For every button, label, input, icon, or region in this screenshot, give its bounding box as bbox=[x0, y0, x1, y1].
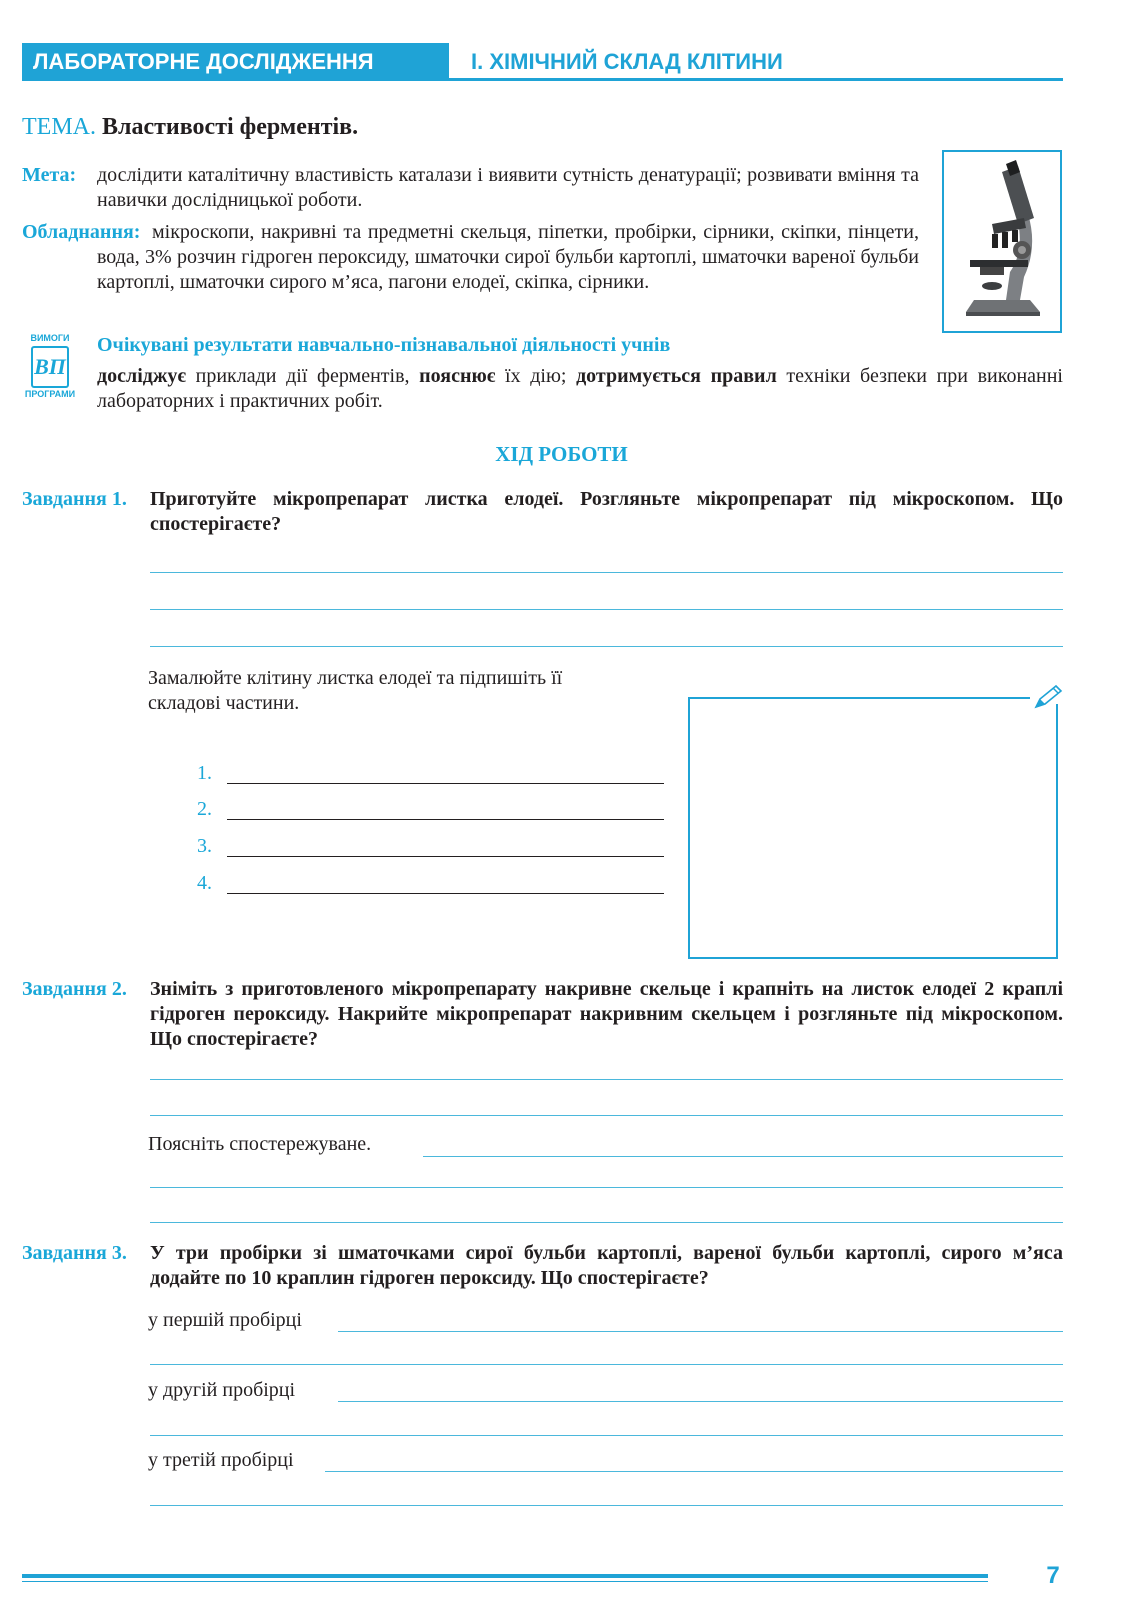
expected-text-2: їх дію; bbox=[495, 365, 577, 387]
procedure-heading: ХІД РОБОТИ bbox=[495, 442, 628, 466]
task2-answer-line-3[interactable] bbox=[150, 1187, 1063, 1188]
label-number-3: 3. bbox=[197, 835, 212, 857]
expected-text-3: техніки безпеки при виконанні лабораторних і практичних робіт. bbox=[97, 365, 1063, 412]
label-line-4[interactable] bbox=[227, 893, 664, 894]
header-rule bbox=[22, 78, 1063, 81]
tube2-answer-line-1[interactable] bbox=[338, 1401, 1063, 1402]
task1-answer-line-3[interactable] bbox=[150, 646, 1063, 647]
badge-mark: ВП bbox=[31, 346, 69, 388]
task1-answer-line-2[interactable] bbox=[150, 609, 1063, 610]
tube1-answer-line-1[interactable] bbox=[338, 1331, 1063, 1332]
drawing-box[interactable] bbox=[688, 697, 1058, 959]
expected-text-1: приклади дії ферментів, bbox=[186, 365, 420, 387]
task2-answer-line-1[interactable] bbox=[150, 1079, 1063, 1080]
tube3-answer-line-1[interactable] bbox=[325, 1471, 1063, 1472]
badge-top-text: ВИМОГИ bbox=[30, 333, 70, 343]
label-line-2[interactable] bbox=[227, 819, 664, 820]
tube3-label: у третій пробірці bbox=[148, 1449, 294, 1471]
tube3-answer-line-2[interactable] bbox=[150, 1505, 1063, 1506]
badge-bottom-text: ПРОГРАМИ bbox=[24, 389, 76, 399]
label-line-3[interactable] bbox=[227, 856, 664, 857]
goal-label: Мета: bbox=[22, 164, 77, 186]
tube1-label: у першій пробірці bbox=[148, 1309, 302, 1331]
label-number-4: 4. bbox=[197, 872, 212, 894]
task1-label: Завдання 1. bbox=[22, 488, 127, 510]
expected-verb-3: дотримується правил bbox=[576, 365, 777, 387]
task2-text: Зніміть з приготовленого мікропрепарату накривне скельце і крапніть на листок елодеї 2 краплі гідроген пероксиду. Накрийте мікропрепарат накривним скельцем і розгляньте під мікроскопом. Що спостерігаєте? bbox=[150, 978, 1063, 1050]
expected-results-heading: Очікувані результати навчально-пізнавальної діяльності учнів bbox=[97, 334, 671, 356]
task2-label: Завдання 2. bbox=[22, 978, 127, 1000]
footer-rule-thin bbox=[22, 1581, 988, 1582]
footer-rule-thick bbox=[22, 1574, 988, 1578]
topic-title: Властивості ферментів. bbox=[102, 114, 359, 140]
label-line-1[interactable] bbox=[227, 783, 664, 784]
task2-answer-line-4[interactable] bbox=[150, 1222, 1063, 1223]
tube2-label: у другій пробірці bbox=[148, 1379, 296, 1401]
expected-results-text bbox=[97, 364, 1063, 414]
tube2-answer-line-2[interactable] bbox=[150, 1435, 1063, 1436]
equipment-text: мікроскопи, накривні та предметні скельця, піпетки, пробірки, сірники, скіпки, пінцети, вода, 3% розчин гідроген пероксиду, шматочки сирої бульби картоплі, шматочки вареної бульби картоплі, шматочки сирого м’яса, пагони елодеї, скіпка, сірники. bbox=[97, 221, 919, 293]
task3-label: Завдання 3. bbox=[22, 1242, 127, 1264]
task3-text: У три пробірки зі шматочками сирої бульби картоплі, вареної бульби картоплі, сирого м’яса додайте по 10 краплин гідроген пероксиду. Що спостерігаєте? bbox=[150, 1242, 1063, 1289]
pencil-icon bbox=[1032, 683, 1064, 711]
task2-answer-line-2[interactable] bbox=[150, 1115, 1063, 1116]
program-requirements-badge bbox=[22, 333, 78, 403]
tube1-answer-line-2[interactable] bbox=[150, 1364, 1063, 1365]
page-number: 7 bbox=[1046, 1562, 1060, 1589]
task2-explain-prompt: Поясніть спостережуване. bbox=[148, 1133, 372, 1155]
task1-draw-prompt: Замалюйте клітину листка елодеї та підпишіть її складові частини. bbox=[148, 667, 563, 714]
expected-verb-1: досліджує bbox=[97, 365, 187, 387]
section-label: ЛАБОРАТОРНЕ ДОСЛІДЖЕННЯ bbox=[22, 43, 449, 80]
label-number-1: 1. bbox=[197, 762, 212, 784]
goal-text: дослідити каталітичну властивість каталази і виявити сутність денатурації; розвивати вміння та навички дослідницької роботи. bbox=[97, 164, 919, 211]
label-number-2: 2. bbox=[197, 798, 212, 820]
topic-heading bbox=[22, 112, 358, 142]
task1-answer-line-1[interactable] bbox=[150, 572, 1063, 573]
chapter-title: І. ХІМІЧНИЙ СКЛАД КЛІТИНИ bbox=[471, 49, 783, 74]
task1-text: Приготуйте мікропрепарат листка елодеї. Розгляньте мікропрепарат під мікроскопом. Що спостерігаєте? bbox=[150, 488, 1063, 535]
microscope-icon bbox=[944, 152, 1060, 331]
topic-label: ТЕМА. bbox=[22, 114, 96, 140]
equipment-label: Обладнання: bbox=[22, 221, 141, 243]
expected-verb-2: пояснює bbox=[419, 365, 496, 387]
microscope-figure bbox=[942, 150, 1062, 333]
task2-explain-line-1[interactable] bbox=[423, 1156, 1063, 1157]
